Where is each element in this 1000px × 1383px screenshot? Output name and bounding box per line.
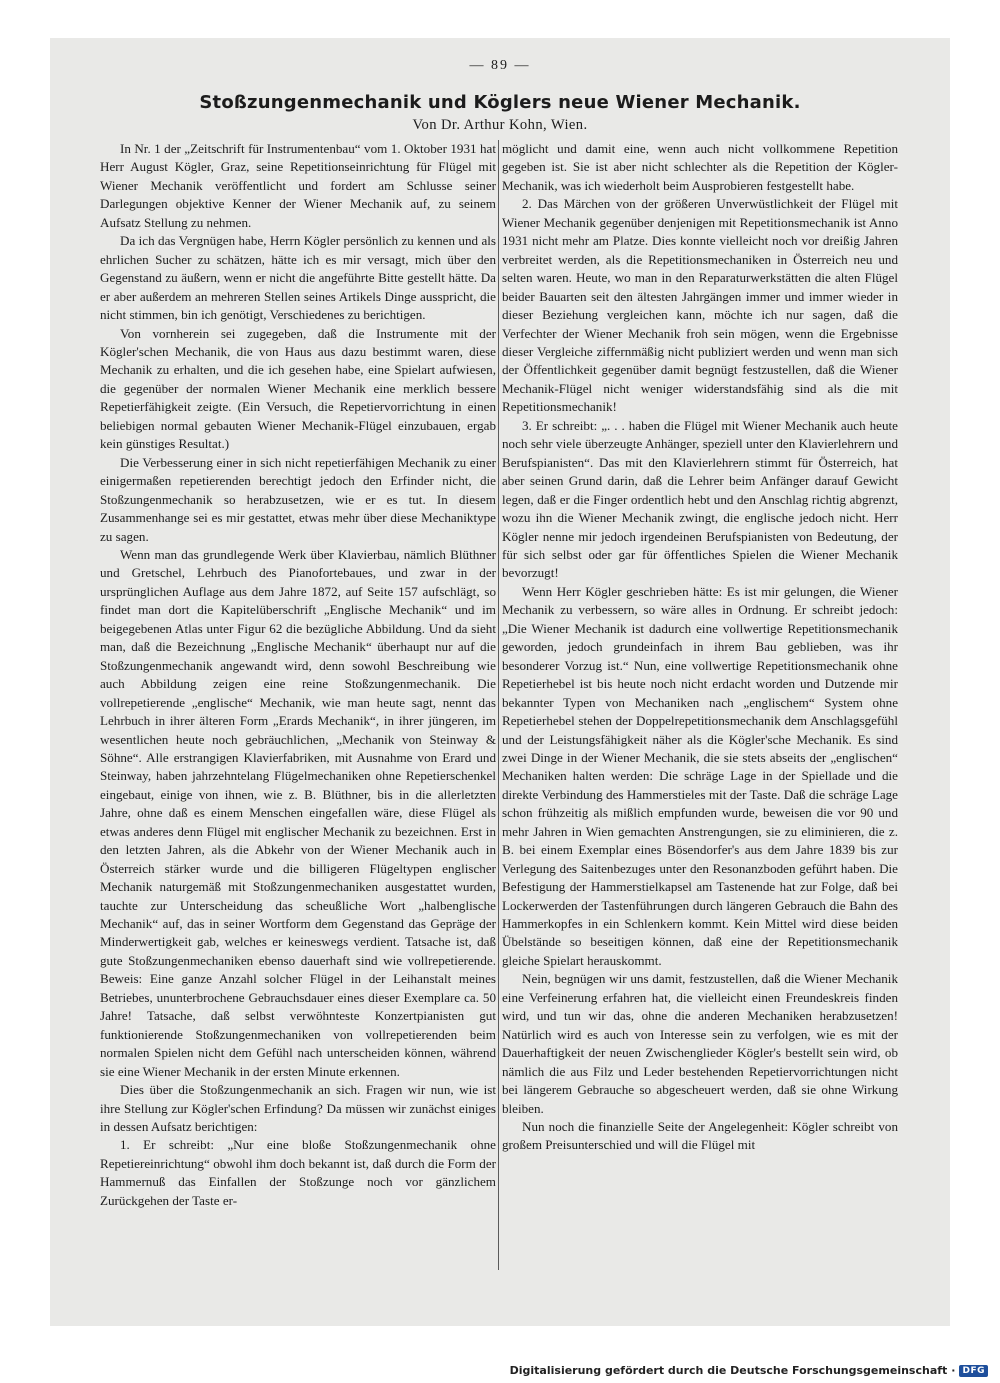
paragraph: Da ich das Vergnügen habe, Herrn Kögler persönlich zu kennen und als ehrlichen Sucher zu schätzen, hätte ich es mir versagt, mich über den Gegenstand zu äußern, wenn er nicht die angeführte Bitte gestellt hätte. Da er aber außerdem an mehreren Stellen seines Artikels Dinge ausspricht, die nicht stimmen, bin ich genötigt, Verschiedenes zu berichtigen. (100, 233, 496, 323)
article-title: Stoßzungenmechanik und Köglers neue Wiener Mechanik. (199, 92, 801, 113)
paragraph: 2. Das Märchen von der größeren Unverwüstlichkeit der Flügel mit Wiener Mechanik gegenüber denjenigen mit Repetitionsmechanik ist Anno 1931 nicht mehr am Platze. Dies konnte vielleicht noch vor dreißig Jahren verbreitet werden, als die Repetitionsmechaniken in Österreich neu und selten waren. Heute, wo man in den Reparaturwerkstätten die alten Flügel beider Bauarten seit den ältesten Jahrgängen immer und immer wieder in dieser Beziehung vergleichen kann, möchte ich nur sagen, daß die Verfechter der Wiener Mechanik froh sein mögen, wenn die Ergebnisse dieser Vergleiche ziffernmäßig nicht publiziert werden und wenn man sich der Öffentlichkeit gegenüber damit begnügt festzustellen, daß die Wiener Mechanik-Flügel nicht weniger widerstandsfähig sind als die mit Repetitionsmechanik! (502, 196, 898, 415)
dfg-logo: DFG (959, 1365, 988, 1377)
paragraph: Die Verbesserung einer in sich nicht repetierfähigen Mechanik zu einer einigermaßen repetierenden berechtigt jedoch den Erfinder nicht, die Stoßzungenmechanik so herabzusetzen, wie er es tut. In diesem Zusammenhange sei es mir gestattet, etwas mehr über diese Mechaniktype zu sagen. (100, 454, 496, 544)
paragraph: Von vornherein sei zugegeben, daß die Instrumente mit der Kögler'schen Mechanik, die von Haus aus dazu bestimmt waren, diese Mechanik zu erhalten, und die ich gesehen habe, eine Spielart aufwiesen, die gegenüber der normalen Wiener Mechanik eine merklich bessere Repetierfähigkeit zeigte. (Ein Versuch, die Repetiervorrichtung in einen beliebigen normal gebauten Wiener Mechanik-Flügel einzubauen, ergab kein günstiges Resultat.) (100, 325, 496, 452)
column-divider (498, 140, 499, 1270)
paragraph: Wenn Herr Kögler geschrieben hätte: Es ist mir gelungen, die Wiener Mechanik zu verbessern, so wäre alles in Ordnung. Er schreibt jedoch: „Die Wiener Mechanik ist dadurch eine vollwertige Repetitionsmechanik geworden, jedoch grundeinfach in ihrem Bau geblieben, was ihr besonderer Vorzug ist.“ Nun, eine vollwertige Repetitionsmechanik ohne Repetierhebel ist bis heute noch nicht erdacht worden und Dutzende mir bekannter Typen von Mechaniken nach „englischem“ System ohne Repetierhebel stehen der Doppelrepetitionsmechanik dem Anschlagsgefühl und der Leistungsfähigkeit näher als die Kögler'sche Mechanik. Es sind zwei Dinge in der Wiener Mechanik, die sie stets abseits der „englischen“ Mechaniken halten werden: Die schräge Lage in der Spiellade und die direkte Verbindung des Hammerstieles mit der Taste. Daß die schräge Lage schon frühzeitig als mißlich empfunden wurde, beweisen die vor 90 und mehr Jahren in Wien gemachten Anstrengungen, sie zu eliminieren, die z. B. bei einem Exemplar eines Bösendorfer's aus dem Jahre 1839 bis zur Verlegung des Saitenbezuges unter den Resonanzboden geführt haben. Die Befestigung der Hammerstielkapsel am Tastenende hat zur Folge, daß bei Lockerwerden der Tastenführungen durch längeren Gebrauch die Bahn des Hammerkopfes in ein Schlenkern kommt. Kein Mittel wird diese beiden Übelstände so beseitigen können, daß eine der Repetitionsmechanik gleiche Spielart herauskommt. (502, 583, 898, 968)
paragraph: möglicht und damit eine, wenn auch nicht vollkommene Repetition gegeben ist. Sie ist aber nicht schlechter als die Repetition der Kögler-Mechanik, was ich wiederholt beim Ausprobieren festgestellt habe. (502, 141, 898, 193)
paragraph: 3. Er schreibt: „. . . haben die Flügel mit Wiener Mechanik auch heute noch sehr viele überzeugte Anhänger, speziell unter den Klavierlehrern und Berufspianisten“. Das mit den Klavierlehrern stimmt für Österreich, hat aber seinen Grund darin, daß die Lehrer beim Anfänger darauf Gewicht legen, daß er die Finger ordentlich hebt und den Anschlag richtig abgrenzt, wozu ihn die Wiener Mechanik zwingt, die englische jedoch nicht. Herr Kögler nenne mir jedoch irgendeinen Berufspianisten von Bedeutung, der für sich selbst oder gar für öffentliches Spielen die Wiener Mechanik bevorzugt! (502, 417, 898, 581)
paragraph: Nein, begnügen wir uns damit, festzustellen, daß die Wiener Mechanik eine Verfeinerung erfahren hat, die vielleicht einen Freundeskreis finden wird, und tun wir das, ohne die anderen Mechaniken herabzusetzen! Natürlich wird es auch von Interesse sein zu verfolgen, wie es mit der Dauerhaftigkeit der neuen Zwischenglieder Kögler's bestellt sein wird, ob nämlich die aus Filz und Leder bestehenden Repetiervorrichtungen nicht bei längerem Gebrauche so abgescheuert werden, daß sie ohne Wirkung bleiben. (502, 971, 898, 1116)
footer-credit: Digitalisierung gefördert durch die Deutsche Forschungsgemeinschaft · DFG (510, 1364, 988, 1377)
paragraph: In Nr. 1 der „Zeitschrift für Instrumentenbau“ vom 1. Oktober 1931 hat Herr August Kögler, Graz, seine Repetitionseinrichtung für Flügel mit Wiener Mechanik veröffentlicht und fordert am Schlusse seiner Darlegungen objektive Kenner der Wiener Mechanik auf, zu seinem Aufsatz Stellung zu nehmen. (100, 141, 496, 230)
page-number: — 89 — (469, 58, 531, 73)
paragraph: Nun noch die finanzielle Seite der Angelegenheit: Kögler schreibt von großem Preisunterschied und will die Flügel mit (502, 1119, 898, 1153)
paragraph: 1. Er schreibt: „Nur eine bloße Stoßzungenmechanik ohne Repetiereinrichtung“ obwohl ihm doch bekannt ist, daß durch die Form der Hammernuß das Einfallen der Stoßzunge noch vor gänzlichem Zurückgehen der Taste er- (100, 1137, 496, 1208)
paragraph: Wenn man das grundlegende Werk über Klavierbau, nämlich Blüthner und Gretschel, Lehrbuch des Pianofortebaues, und zwar in der ursprünglichen Auflage aus dem Jahre 1872, auf Seite 157 aufschlägt, so findet man dort die Kapitelüberschrift „Englische Mechanik“ und im beigegebenen Atlas unter Figur 62 die bezügliche Abbildung. Und da sieht man, daß die Bezeichnung „Englische Mechanik“ überhaupt nur auf die Stoßzungenmechanik angewandt wird, denn sowohl Beschreibung wie auch Abbildung zeigen eine reine Stoßzungenmechanik. Die vollrepetierende „englische“ Mechanik, wie man heute sagt, nennt das Lehrbuch in ihrer älteren Form „Erards Mechanik“, in ihrer jüngeren, im wesentlichen heute noch gebräuchlichen, „Mechanik von Steinway & Söhne“. Alle erstrangigen Klavierfabriken, mit Ausnahme von Erard und Steinway, haben jahrzehntelang Flügelmechaniken ohne Repetierschenkel eingebaut, einige von ihnen, wie z. B. Blüthner, bis in die allerletzten Jahre, ohne daß es einem Menschen eingefallen wäre, diese Flügel als etwas anderes denn Flügel mit englischer Mechanik zu bezeichnen. Erst in den letzten Jahren, als die Abkehr von der Wiener Mechanik auch in Österreich stärker wurde und die billigeren Flügeltypen englischer Mechanik naturgemäß mit Stoßzungenmechaniken ausgestattet wurden, tauchte zur Unterscheidung das scheußliche Wort „halbenglische Mechanik“ auf, das in seiner Wortform dem Gegenstand das Gepräge der Minderwertigkeit gab, welches er keineswegs verdient. Tatsache ist, daß gute Stoßzungenmechaniken ebenso dauerhaft sind wie vollrepetierende. Beweis: Eine ganze Anzahl solcher Flügel in der Leihanstalt meines Betriebes, ununterbrochene Gebrauchsdauer eines dieser Exemplare ca. 50 Jahre! Tatsache, daß selbst verwöhnteste Konzertpianisten gut funktionierende Stoßzungenmechaniken von vollrepetierenden beim normalen Spielen nicht dem Gefühl nach unterscheiden können, während sie eine Wiener Mechanik in der ersten Minute erkennen. (100, 546, 496, 1079)
left-column (100, 140, 496, 1280)
article-byline: Von Dr. Arthur Kohn, Wien. (412, 117, 588, 133)
right-column (502, 140, 898, 1280)
footer-text: Digitalisierung gefördert durch die Deutsche Forschungsgemeinschaft (509, 1364, 948, 1377)
paragraph: Dies über die Stoßzungenmechanik an sich. Fragen wir nun, wie ist ihre Stellung zur Kögler'schen Erfindung? Da müssen wir zunächst einiges in dessen Aufsatz berichtigen: (100, 1082, 496, 1135)
